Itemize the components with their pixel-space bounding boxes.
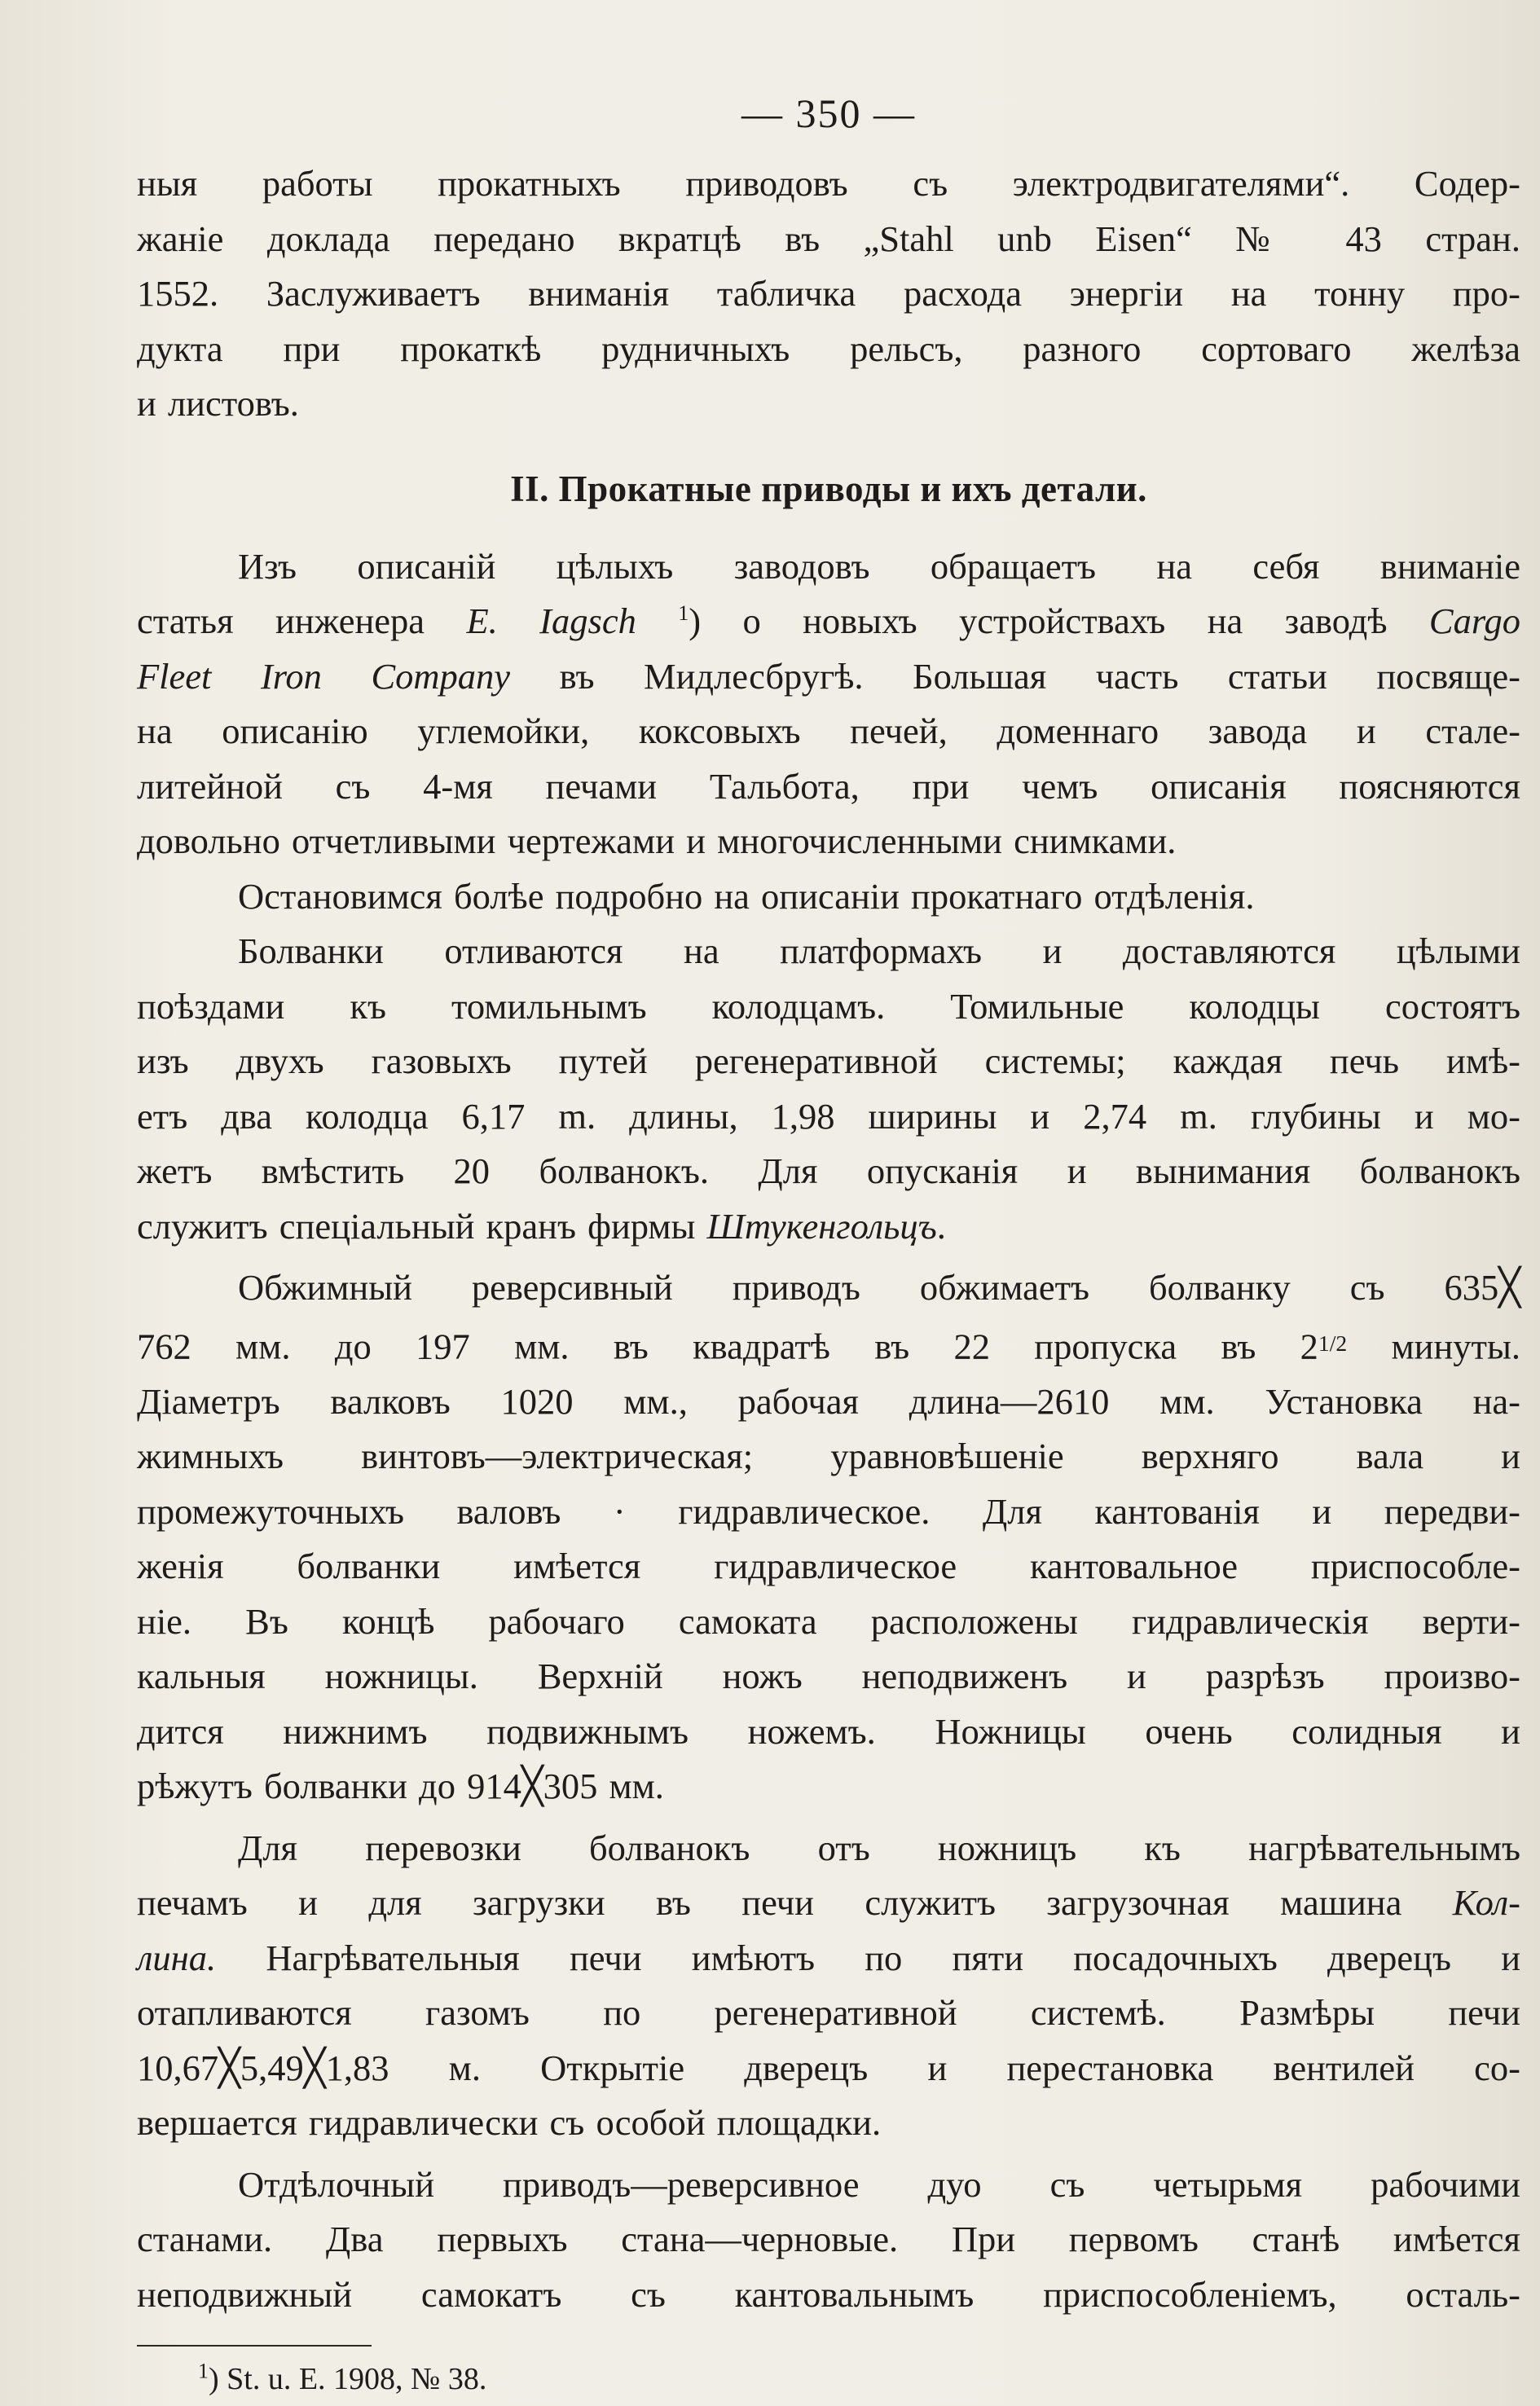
text-line: ныя работы прокатныхъ приводовъ съ электродвигателями“. Содер- [137, 163, 1520, 204]
text-line: и листовъ. [137, 383, 299, 424]
machine-name: Кол- [1452, 1882, 1521, 1924]
text-line: етъ два колодца 6,17 m. длины, 1,98 ширины и 2,74 m. глубины и мо- [137, 1095, 1520, 1137]
text-line: на описанію углемойки, коксовыхъ печей, доменнаго завода и стале- [137, 710, 1520, 751]
text-line: статья инженера E. Iagsch $^1$) о новыхъ устройствахъ на заводѣ Cargo [137, 600, 1520, 641]
paragraph-furnaces [137, 1821, 1520, 2151]
text-line: жетъ вмѣстить 20 болванокъ. Для опусканія и вынимания болванокъ [137, 1150, 1520, 1191]
text-line: довольно отчетливыми чертежами и многочисленными снимками. [137, 820, 1177, 861]
text-line: Для перевозки болванокъ отъ ножницъ къ нагрѣвательнымъ [238, 1827, 1520, 1868]
text-line: Изъ описаній цѣлыхъ заводовъ обращаетъ на себя вниманіе [238, 545, 1520, 587]
text-line: 10,67╳5,49╳1,83 м. Открытіе дверецъ и перестановка вентилей со- [137, 2047, 1520, 2088]
section-heading: II. Прокатные приводы и ихъ детали. [510, 468, 1147, 509]
paragraph-finishing [137, 2157, 1520, 2323]
text-line: литейной съ 4-мя печами Тальбота, при чемъ описанія поясняются [137, 765, 1520, 807]
text-line: станами. Два первыхъ стана—черновые. При первомъ станѣ имѣется [137, 2219, 1520, 2260]
text-line: Болванки отливаются на платформахъ и доставляются цѣлыми [238, 930, 1520, 971]
text-line: поѣздами къ томильнымъ колодцамъ. Томильные колодцы состоятъ [137, 985, 1520, 1027]
text-line: жимныхъ винтовъ—электрическая; уравновѣшеніе верхняго вала и [137, 1436, 1520, 1477]
text-line: дится нижнимъ подвижнымъ ножемъ. Ножницы очень солидныя и [137, 1710, 1520, 1752]
page-number: — 350 — [741, 90, 916, 136]
text-line: 762 мм. до 197 мм. въ квадратѣ въ 22 пропуска въ $2^{1/2}$ минуты. [137, 1326, 1520, 1367]
text-line: Діаметръ валковъ 1020 мм., рабочая длина—2610 мм. Установка на- [137, 1380, 1520, 1422]
machine-name-cont: лина. [137, 1937, 217, 1978]
text-line: ніе. Въ концѣ рабочаго самоката расположены гидравлическія верти- [137, 1600, 1520, 1642]
footnote-divider [137, 2345, 372, 2347]
footnote-ref: 1 [678, 601, 689, 626]
text-line: промежуточныхъ валовъ · гидравлическое. Для кантованія и передви- [137, 1490, 1520, 1532]
footnote [198, 2355, 1520, 2404]
text-line: женія болванки имѣется гидравлическое кантовальное приспособле- [137, 1546, 1520, 1587]
company-name: Cargo [1428, 600, 1520, 641]
company-name-cont: Fleet Iron Company [137, 655, 511, 697]
text-line: Отдѣлочный приводъ—реверсивное дуо съ четырьмя рабочими [238, 2163, 1520, 2205]
fraction: 1/2 [1318, 1330, 1348, 1356]
text-line: Остановимся болѣе подробно на описаніи прокатнаго отдѣленія. [238, 875, 1255, 917]
paragraph-blooming [137, 1260, 1520, 1814]
intro-paragraph [137, 156, 1520, 432]
paragraph-rolling [137, 869, 1520, 925]
text-line: Обжимный реверсивный приводъ обжимаетъ болванку съ 635╳ [238, 1267, 1520, 1308]
text-line: вершается гидравлически съ особой площадки. [137, 2102, 882, 2144]
paragraph-plants [137, 539, 1520, 869]
text-line: 1552. Заслуживаетъ вниманія табличка расхода энергіи на тонну про- [137, 273, 1520, 314]
author-name: E. Iagsch [466, 600, 636, 641]
text-line: отапливаются газомъ по регенеративной системѣ. Размѣры печи [137, 1992, 1520, 2034]
text-line: кальныя ножницы. Верхній ножъ неподвиженъ и разрѣзъ произво- [137, 1656, 1520, 1697]
paragraph-ingots [137, 924, 1520, 1254]
footnote-marker: 1 [198, 2359, 209, 2383]
text-line: печамъ и для загрузки въ печи служитъ загрузочная машина Кол- [137, 1882, 1521, 1924]
text-line: изъ двухъ газовыхъ путей регенеративной системы; каждая печь имѣ- [137, 1040, 1520, 1081]
text-line: служитъ спеціальный кранъ фирмы Штукенгольцъ. [137, 1205, 946, 1247]
text-line: неподвижный самокатъ съ кантовальнымъ приспособленіемъ, осталь- [137, 2273, 1520, 2315]
text-line: рѣжутъ болванки до 914╳305 мм. [137, 1766, 664, 1807]
text-line: Fleet Iron Company въ Мидлесбругѣ. Большая часть статьи посвяще- [137, 655, 1520, 697]
text-line: жаніе доклада передано вкратцѣ въ „Stahl unb Eisen“ № 43 стран. [137, 218, 1520, 259]
text-line: лина. Нагрѣвательныя печи имѣютъ по пяти посадочныхъ дверецъ и [137, 1937, 1521, 1978]
text-line: дукта при прокаткѣ рудничныхъ рельсъ, разного сортоваго желѣза [137, 328, 1520, 369]
firm-name: Штукенгольцъ [706, 1205, 937, 1247]
footnote-text: ) St. u. E. 1908, № 38. [209, 2362, 487, 2397]
